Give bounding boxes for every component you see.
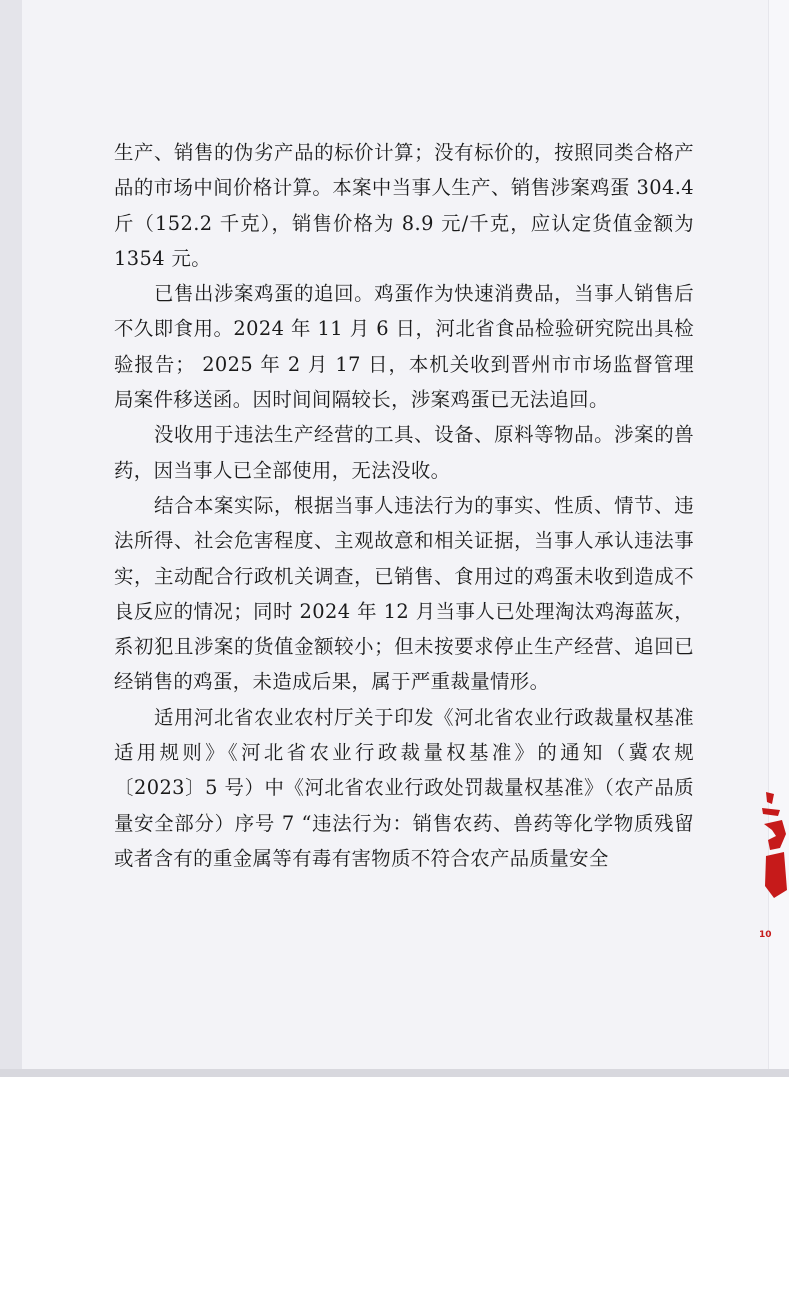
red-stamp-fragment bbox=[760, 790, 788, 900]
edge-page-mark: 10 bbox=[759, 930, 772, 940]
paragraph-1: 生产、销售的伪劣产品的标价计算；没有标价的，按照同类合格产品的市场中间价格计算。本案中当事人生产、销售涉案鸡蛋 304.4 斤（152.2 千克），销售价格为 8.9 元/千克，应认定货值金额为 1354 元。 bbox=[114, 141, 694, 270]
page-left-shadow bbox=[0, 0, 22, 1075]
page-bottom-edge bbox=[0, 1069, 789, 1077]
paragraph-2: 已售出涉案鸡蛋的追回。鸡蛋作为快速消费品，当事人销售后不久即食用。2024 年 11 月 6 日，河北省食品检验研究院出具检验报告； 2025 年 2 月 17 日，本机关收到晋州市市场监督管理局案件移送函。因时间间隔较长，涉案鸡蛋已无法追回。 bbox=[114, 282, 694, 412]
page-right-margin bbox=[768, 0, 789, 1075]
paragraph-5: 适用河北省农业农村厅关于印发《河北省农业行政裁量权基准适用规则》《河北省农业行政裁量权基准》的通知（冀农规〔2023〕5 号）中《河北省农业行政处罚裁量权基准》（农产品质量安全部分）序号 7 “违法行为：销售农药、兽药等化学物质残留或者含有的重金属等有毒有害物质不符合农产品质量安全 bbox=[114, 705, 694, 870]
paragraph-4: 结合本案实际，根据当事人违法行为的事实、性质、情节、违法所得、社会危害程度、主观故意和相关证据，当事人承认违法事实，主动配合行政机关调查，已销售、食用过的鸡蛋未收到造成不良反应的情况；同时 2024 年 12 月当事人已处理淘汰鸡海蓝灰，系初犯且涉案的货值金额较小；但未按要求停止生产经营、追回已经销售的鸡蛋，未造成后果，属于严重裁量情形。 bbox=[114, 493, 694, 694]
paragraph-3: 没收用于违法生产经营的工具、设备、原料等物品。涉案的兽药，因当事人已全部使用，无法没收。 bbox=[114, 423, 694, 482]
document-body bbox=[114, 135, 694, 876]
